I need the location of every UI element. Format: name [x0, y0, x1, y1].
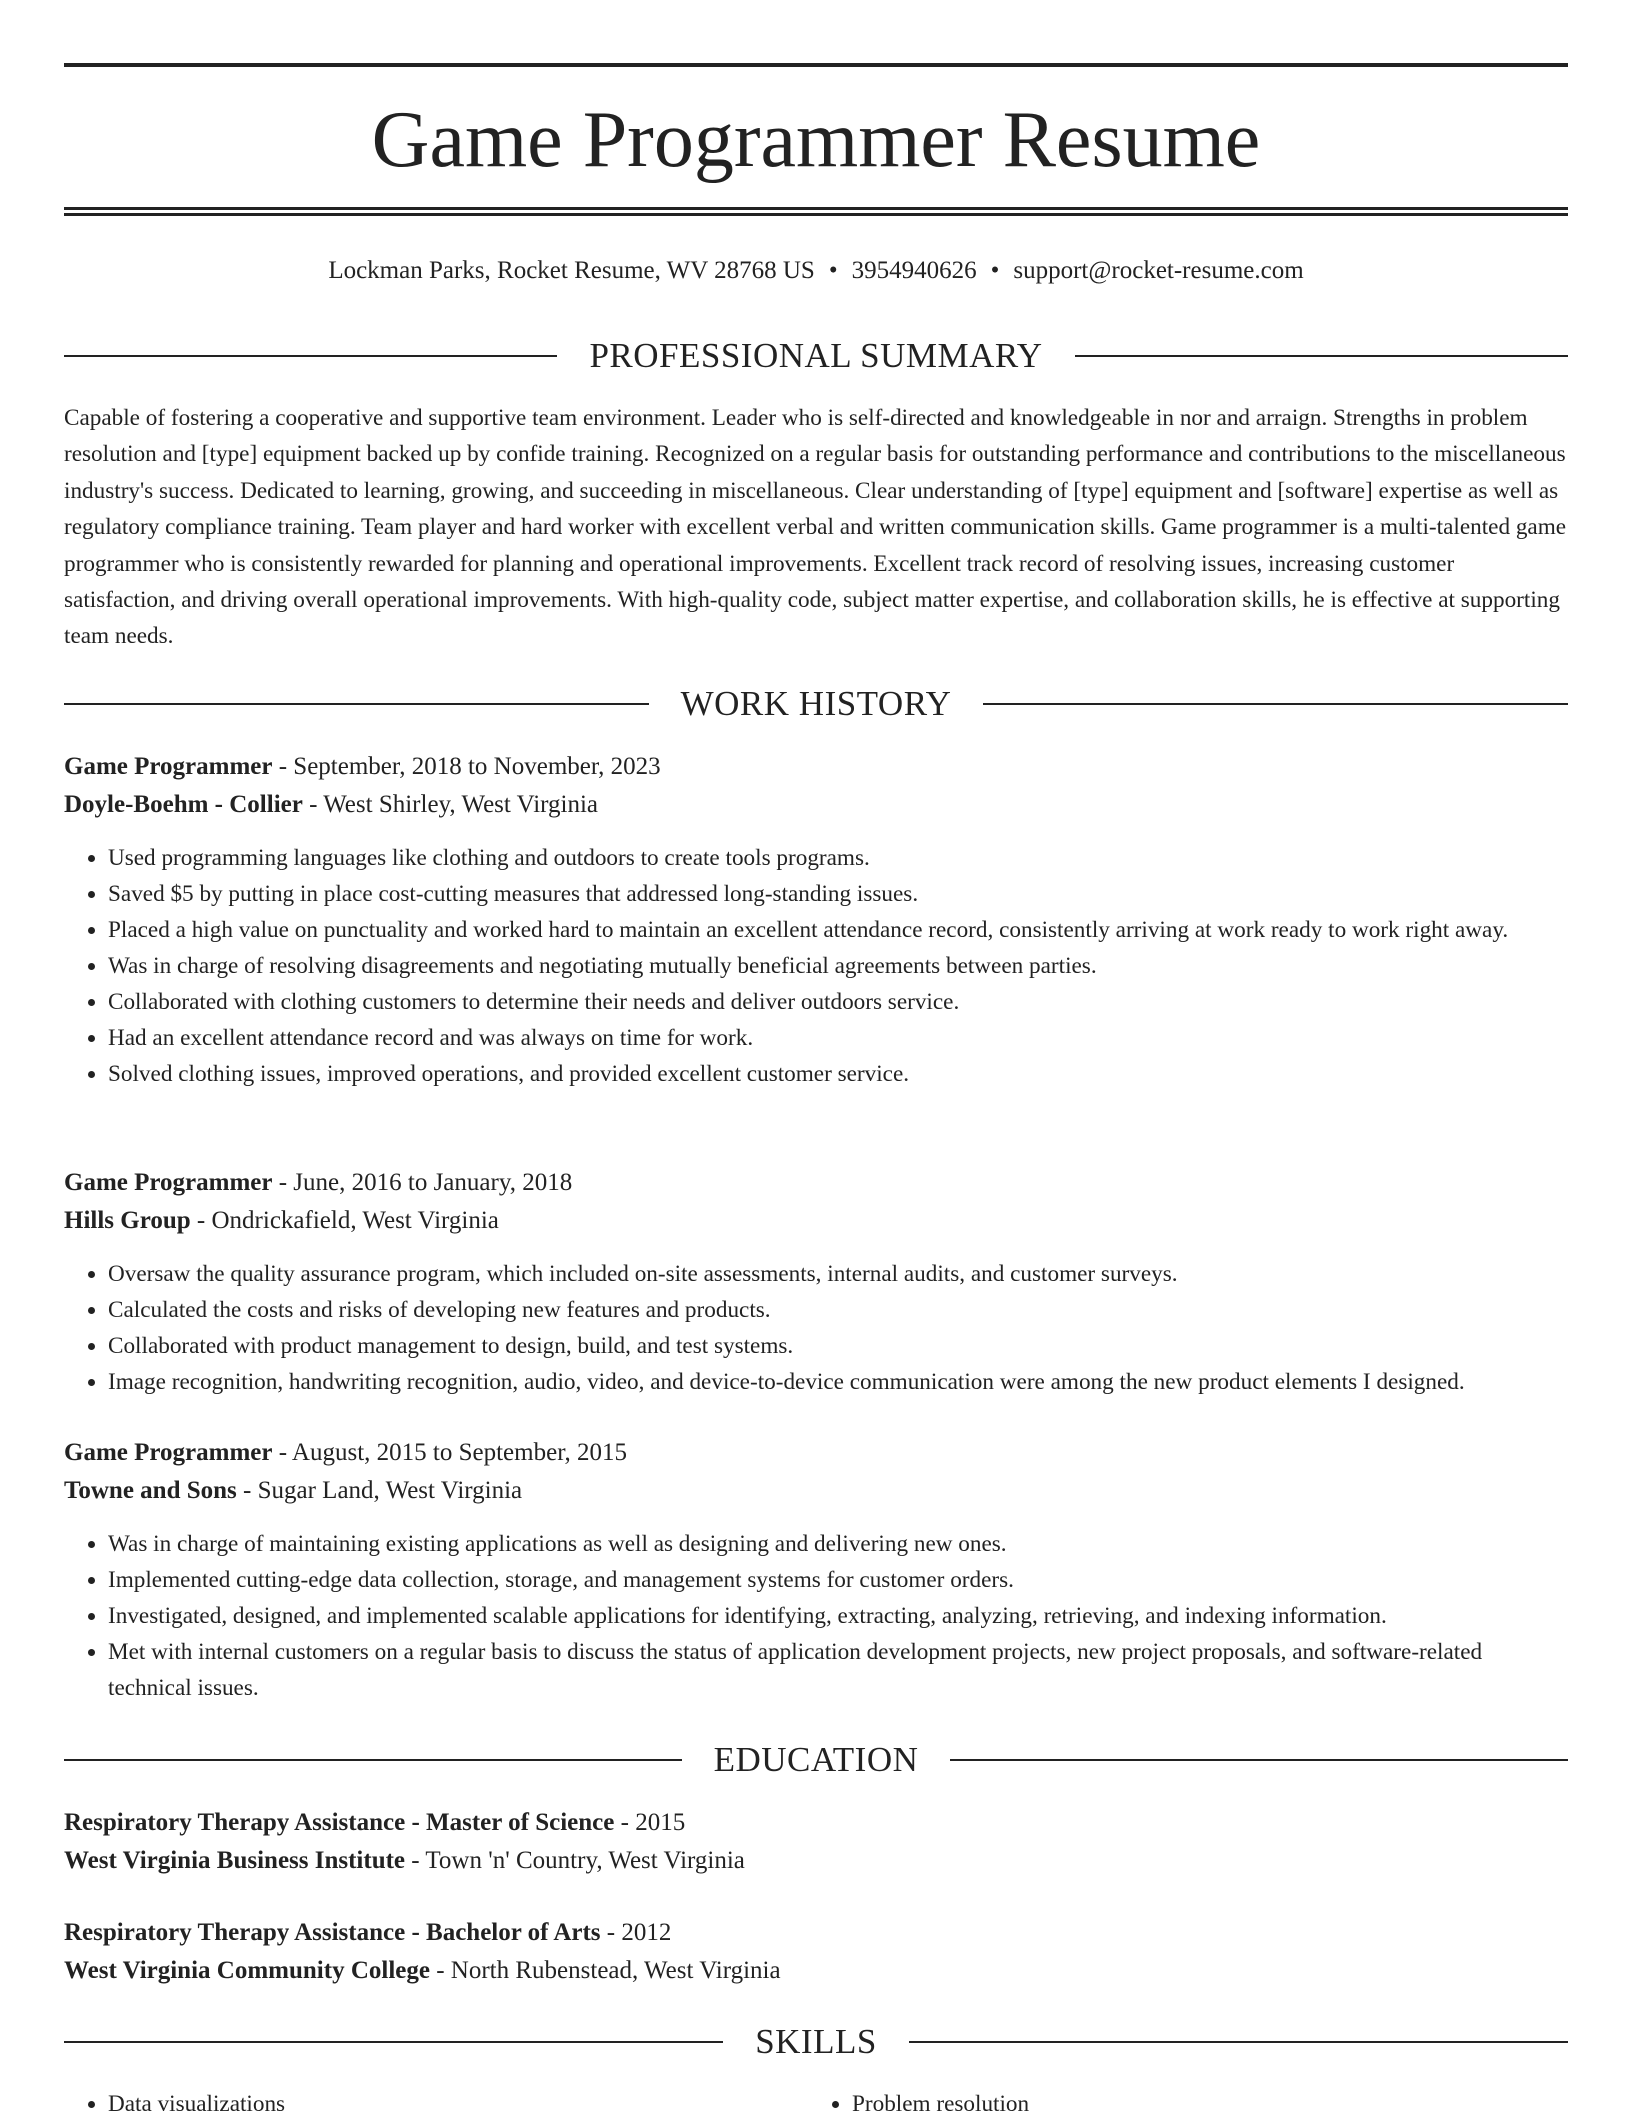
- skills-column-left: [64, 2086, 808, 2122]
- job-entry: [64, 1434, 1568, 1706]
- job-location: - Ondrickafield, West Virginia: [190, 1207, 499, 1234]
- education-entry: [64, 1804, 1568, 1880]
- job-title-line: [64, 1434, 1568, 1472]
- school-line: [64, 1842, 1568, 1880]
- list-item: • Was in charge of maintaining existing applications as well as designing and delivering new ones.: [108, 1526, 1568, 1562]
- skill-item: • Problem resolution: [852, 2086, 1552, 2122]
- school-location: - North Rubenstead, West Virginia: [429, 1957, 781, 1984]
- list-item: • Used programming languages like clothing and outdoors to create tools programs.: [108, 840, 1568, 876]
- job-title: Game Programmer: [64, 1439, 273, 1466]
- list-item: • Saved $5 by putting in place cost-cutting measures that addressed long-standing issues.: [108, 876, 1568, 912]
- section-title: SKILLS: [755, 2022, 877, 2061]
- job-bullets: [64, 1256, 1568, 1400]
- school-line: [64, 1952, 1568, 1990]
- section-heading-education: [64, 1738, 1568, 1782]
- job-dates: - June, 2016 to January, 2018: [272, 1169, 573, 1196]
- job-entry: [64, 748, 1568, 1092]
- job-location: - West Shirley, West Virginia: [302, 791, 598, 818]
- job-location: - Sugar Land, West Virginia: [236, 1477, 523, 1504]
- job-company-line: [64, 786, 1568, 824]
- list-item: • Collaborated with clothing customers to determine their needs and deliver outdoors service.: [108, 984, 1568, 1020]
- degree-year: - 2012: [600, 1919, 672, 1946]
- contact-phone: 3954940626: [851, 257, 977, 284]
- list-item: • Collaborated with product management to design, build, and test systems.: [108, 1328, 1568, 1364]
- list-item: • Image recognition, handwriting recognition, audio, video, and device-to-device communication were among the new product elements I designed.: [108, 1364, 1568, 1400]
- heading-rule-left: [64, 1759, 682, 1761]
- degree: Respiratory Therapy Assistance - Bachelor of Arts: [64, 1919, 601, 1946]
- title-block: [64, 90, 1568, 190]
- skill-item: • Data visualizations: [108, 2086, 808, 2122]
- job-company-line: [64, 1472, 1568, 1510]
- list-item: • Was in charge of resolving disagreements and negotiating mutually beneficial agreements between parties.: [108, 948, 1568, 984]
- list-item: • Solved clothing issues, improved operations, and provided excellent customer service.: [108, 1056, 1568, 1092]
- job-company-line: [64, 1202, 1568, 1240]
- heading-rule-right: [983, 703, 1568, 705]
- heading-rule-left: [64, 2041, 723, 2043]
- heading-rule-right: [909, 2041, 1568, 2043]
- job-dates: - September, 2018 to November, 2023: [272, 753, 661, 780]
- top-rule: [64, 63, 1568, 67]
- section-heading-summary: [64, 334, 1568, 378]
- heading-rule-left: [64, 355, 557, 357]
- section-title: WORK HISTORY: [680, 684, 952, 723]
- section-heading-skills: [64, 2020, 1568, 2064]
- education-entry: [64, 1914, 1568, 1990]
- job-title: Game Programmer: [64, 1169, 273, 1196]
- list-item: • Met with internal customers on a regular basis to discuss the status of application development projects, new project proposals, and software-related technical issues.: [108, 1634, 1568, 1706]
- school-location: - Town 'n' Country, West Virginia: [405, 1847, 745, 1874]
- section-title: EDUCATION: [713, 1740, 919, 1779]
- contact-separator: •: [990, 257, 1000, 284]
- job-bullets: [64, 840, 1568, 1092]
- degree-year: - 2015: [614, 1809, 686, 1836]
- list-item: • Investigated, designed, and implemented scalable applications for identifying, extracting, analyzing, retrieving, and indexing information.: [108, 1598, 1568, 1634]
- section-heading-work: [64, 682, 1568, 726]
- title-double-rule: [64, 207, 1568, 216]
- heading-rule-right: [1075, 355, 1568, 357]
- job-entry: [64, 1164, 1568, 1400]
- job-company: Doyle-Boehm - Collier: [64, 791, 303, 818]
- list-item: • Had an excellent attendance record and was always on time for work.: [108, 1020, 1568, 1056]
- heading-rule-right: [950, 1759, 1568, 1761]
- section-title: PROFESSIONAL SUMMARY: [589, 336, 1043, 375]
- job-title-line: [64, 1164, 1568, 1202]
- list-item: • Implemented cutting-edge data collection, storage, and management systems for customer orders.: [108, 1562, 1568, 1598]
- job-dates: - August, 2015 to September, 2015: [272, 1439, 628, 1466]
- contact-address: Lockman Parks, Rocket Resume, WV 28768 US: [328, 257, 815, 284]
- heading-rule-left: [64, 703, 649, 705]
- degree-line: [64, 1804, 1568, 1842]
- list-item: • Oversaw the quality assurance program, which included on-site assessments, internal audits, and customer surveys.: [108, 1256, 1568, 1292]
- job-company: Hills Group: [64, 1207, 191, 1234]
- list-item: • Calculated the costs and risks of developing new features and products.: [108, 1292, 1568, 1328]
- job-company: Towne and Sons: [64, 1477, 237, 1504]
- degree-line: [64, 1914, 1568, 1952]
- contact-line: [64, 254, 1568, 288]
- list-item: • Placed a high value on punctuality and worked hard to maintain an excellent attendance record, consistently arriving at work ready to work right away.: [108, 912, 1568, 948]
- summary-text: Capable of fostering a cooperative and supportive team environment. Leader who is self-directed and knowledgeable in nor and arraign. Strengths in problem resolution and [type] equipment backed up by confide training. Recognized on a regular basis for outstanding performance and contributions to the miscellaneous industry's success. Dedicated to learning, growing, and succeeding in miscellaneous. Clear understanding of [type] equipment and [software] expertise as well as regulatory compliance training. Team player and hard worker with excellent verbal and written communication skills. Game programmer is a multi-talented game programmer who is consistently rewarded for planning and operational improvements. Excellent track record of resolving issues, increasing customer satisfaction, and driving overall operational improvements. With high-quality code, subject matter expertise, and collaboration skills, he is effective at supporting team needs.: [64, 405, 1567, 650]
- contact-separator: •: [828, 257, 838, 284]
- school: West Virginia Community College: [64, 1957, 430, 1984]
- skills-list: [64, 2086, 1568, 2122]
- school: West Virginia Business Institute: [64, 1847, 406, 1874]
- degree: Respiratory Therapy Assistance - Master of Science: [64, 1809, 615, 1836]
- contact-email: support@rocket-resume.com: [1013, 257, 1304, 284]
- job-title: Game Programmer: [64, 753, 273, 780]
- skills-column-right: [808, 2086, 1552, 2122]
- page-title: Game Programmer Resume: [371, 96, 1261, 184]
- job-bullets: [64, 1526, 1568, 1706]
- job-title-line: [64, 748, 1568, 786]
